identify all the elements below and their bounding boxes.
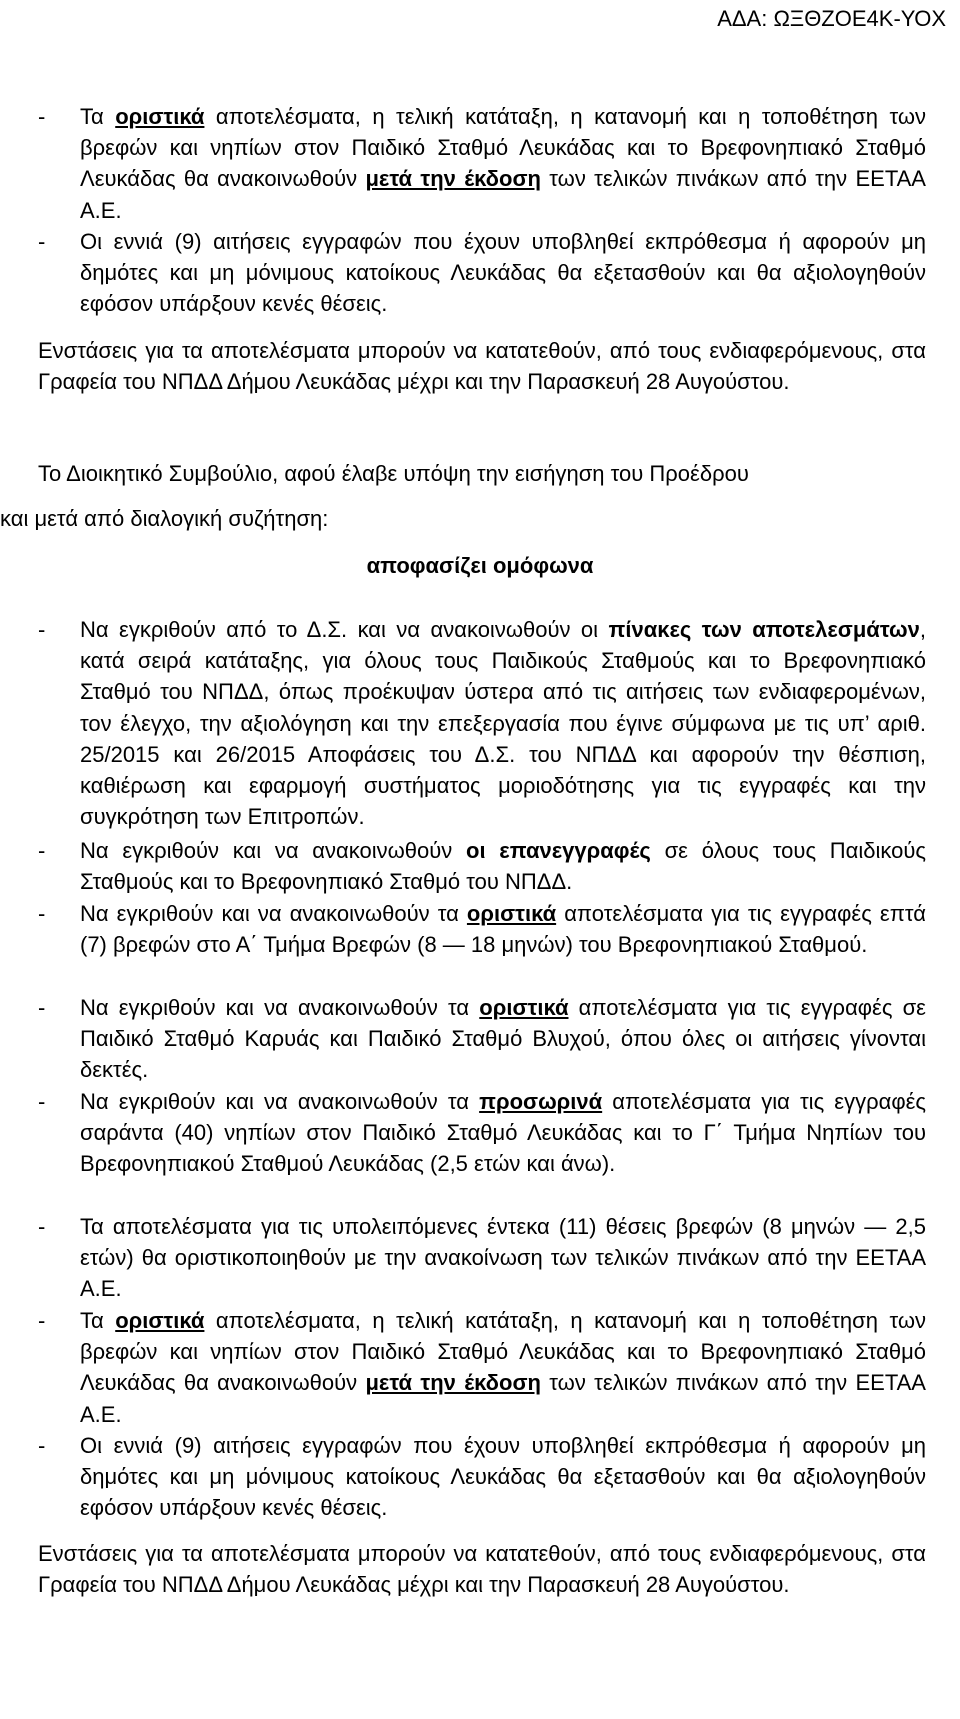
emphasis-text: οι επανεγγραφές: [466, 838, 651, 863]
body-text: Τα: [80, 1308, 116, 1333]
dash-marker: -: [38, 995, 46, 1020]
body-text: Οι εννιά (9) αιτήσεις εγγραφών που έχουν υποβληθεί εκπρόθεσμα ή αφορούν μη δημότες και μη μόνιμους κατοίκους Λευκάδας θα εξετασθούν και θα αξιολογηθούν εφόσον υπάρξουν κενές θέσεις.: [80, 229, 926, 317]
emphasis-text: οριστικά: [479, 995, 569, 1020]
list-item: [38, 835, 926, 897]
emphasis-text: πίνακες των αποτελεσμάτων: [608, 617, 920, 642]
body-text: Οι εννιά (9) αιτήσεις εγγραφών που έχουν υποβληθεί εκπρόθεσμα ή αφορούν μη δημότες και μη μόνιμους κατοίκους Λευκάδας θα εξετασθούν και θα αξιολογηθούν εφόσον υπάρξουν κενές θέσεις.: [80, 1433, 926, 1521]
board-statement-line: και μετά από διαλογική συζήτηση:: [0, 506, 329, 531]
body-text: των τελικών πινάκων από την ΕΕΤΑΑ Α.Ε.: [80, 166, 926, 223]
decision-heading: αποφασίζει ομόφωνα: [366, 553, 594, 578]
emphasis-text: οριστικά: [466, 901, 557, 926]
objections-paragraph: Ενστάσεις για τα αποτελέσματα μπορούν να κατατεθούν, από τους ενδιαφερόμενους, στα Γραφεία του ΝΠΔΔ Δήμου Λευκάδας μέχρι και την Παρασκευή 28 Αυγούστου.: [38, 1541, 926, 1598]
body-text: Να εγκριθούν και να ανακοινωθούν τα: [80, 1089, 480, 1114]
list-item: [38, 898, 926, 960]
list-item: [38, 1430, 926, 1524]
body-text: Τα: [80, 104, 116, 129]
list-item: [38, 101, 926, 226]
dash-marker: -: [38, 1433, 46, 1458]
dash-marker: -: [38, 229, 46, 254]
emphasis-text: οριστικά: [115, 1308, 205, 1333]
board-statement-line: Το Διοικητικό Συμβούλιο, αφού έλαβε υπόψη την εισήγηση του Προέδρου: [38, 461, 749, 486]
dash-marker: -: [38, 1089, 46, 1114]
dash-marker: -: [38, 901, 46, 926]
item-text: [80, 226, 926, 320]
list-item: [38, 1211, 926, 1305]
dash-marker: -: [38, 1214, 46, 1239]
item-text: [80, 992, 926, 1086]
emphasis-text: μετά την έκδοση: [365, 1370, 541, 1396]
list-item: [38, 1086, 926, 1180]
body-text: Να εγκριθούν από το Δ.Σ. και να ανακοινωθούν οι: [80, 617, 609, 642]
list-item: [38, 1305, 926, 1430]
body-text: Να εγκριθούν και να ανακοινωθούν: [80, 838, 466, 863]
dash-marker: -: [38, 104, 46, 129]
item-text: [80, 898, 926, 960]
emphasis-text: οριστικά: [115, 104, 205, 129]
body-text: σε όλους τους Παιδικούς Σταθμούς και το Βρεφονηπιακό Σταθμό του ΝΠΔΔ.: [80, 838, 927, 895]
item-text: [80, 614, 926, 832]
body-text: των τελικών πινάκων από την ΕΕΤΑΑ Α.Ε.: [80, 1370, 926, 1427]
list-item: [38, 992, 926, 1086]
body-text: αποτελέσματα για τις εγγραφές σαράντα (40) νηπίων στον Παιδικό Σταθμό Λευκάδας και το Γ΄ Τμήμα Νηπίων του Βρεφονηπιακού Σταθμού Λευκάδας (2,5 ετών και άνω).: [80, 1089, 927, 1177]
dash-marker: -: [38, 1308, 46, 1333]
body-text: Τα αποτελέσματα για τις υπολειπόμενες έντεκα (11) θέσεις βρεφών (8 μηνών — 2,5 ετών) θα οριστικοποιηθούν με την ανακοίνωση των τελικών πινάκων από την ΕΕΤΑΑ Α.Ε.: [80, 1214, 926, 1302]
emphasis-text: προσωρινά: [479, 1089, 603, 1114]
emphasis-text: μετά την έκδοση: [365, 166, 541, 192]
dash-marker: -: [38, 617, 46, 642]
body-text: , κατά σειρά κατάταξης, για όλους τους Παιδικούς Σταθμούς και το Βρεφονηπιακό Σταθμό του ΝΠΔΔ, όπως προέκυψαν ύστερα από τις αιτήσεις των ενδιαφερομένων, τον έλεγχο, την αξιολόγηση και την επεξεργασία που έγινε σύμφωνα με τις υπ’ αριθ. 25/2015 και 26/2015 Αποφάσεις του Δ.Σ. του ΝΠΔΔ και αφορούν την θέσπιση, καθιέρωση και εφαρμογή συστήματος μοριοδότησης για τις εγγραφές και την συγκρότηση των Επιτροπών.: [80, 617, 926, 830]
item-text: [80, 1305, 926, 1430]
objections-paragraph: Ενστάσεις για τα αποτελέσματα μπορούν να κατατεθούν, από τους ενδιαφερόμενους, στα Γραφεία του ΝΠΔΔ Δήμου Λευκάδας μέχρι και την Παρασκευή 28 Αυγούστου.: [38, 338, 926, 395]
item-text: [80, 1430, 926, 1524]
list-item: [38, 614, 926, 832]
dash-marker: -: [38, 838, 46, 863]
body-text: Να εγκριθούν και να ανακοινωθούν τα: [80, 995, 480, 1020]
body-text: αποτελέσματα, η τελική κατάταξη, η κατανομή και η τοποθέτηση των βρεφών και νηπίων στον Παιδικό Σταθμό Λευκάδας και το Βρεφονηπιακό Σταθμό Λευκάδας θα ανακοινωθούν: [80, 104, 926, 192]
item-text: [80, 835, 926, 897]
item-text: [80, 1211, 926, 1305]
body-text: αποτελέσματα για τις εγγραφές επτά (7) βρεφών στο Α΄ Τμήμα Βρεφών (8 — 18 μηνών) του Βρεφονηπιακού Σταθμού.: [80, 901, 926, 958]
body-text: Να εγκριθούν και να ανακοινωθούν τα: [80, 901, 467, 926]
body-text: αποτελέσματα, η τελική κατάταξη, η κατανομή και η τοποθέτηση των βρεφών και νηπίων στον Παιδικό Σταθμό Λευκάδας και το Βρεφονηπιακό Σταθμό Λευκάδας θα ανακοινωθούν: [80, 1308, 926, 1396]
body-text: αποτελέσματα για τις εγγραφές σε Παιδικό Σταθμό Καρυάς και Παιδικό Σταθμό Βλυχού, όπου όλες οι αιτήσεις γίνονται δεκτές.: [80, 995, 926, 1083]
item-text: [80, 101, 926, 226]
item-text: [80, 1086, 926, 1180]
ada-header: ΑΔΑ: ΩΞΘΖΟΕ4Κ-ΥΟΧ: [717, 6, 946, 31]
list-item: [38, 226, 926, 320]
